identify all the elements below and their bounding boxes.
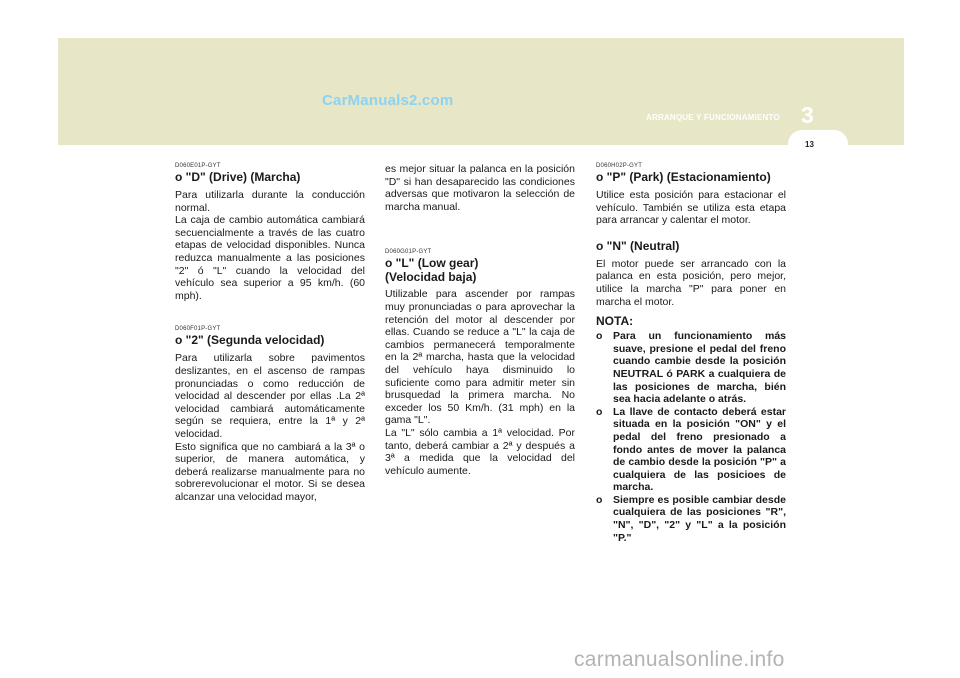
- nota-list: [596, 330, 786, 544]
- bullet-marker: o: [596, 330, 603, 343]
- section-body-low: Utilizable para ascender por rampas muy pronunciadas o para aprovechar la retención del motor al descender por ellas. Cuando se reduce a "L" la caja de cambios permanecerá temporalmente en la 2ª marcha, hasta que la velocidad del vehículo haya disminuido lo suficiente como para admitir meter sin brusquedad la primera marcha. No exceder los 50 Km/h. (31 mph) en la gama "L". La "L" sólo cambia a 1ª velocidad. Por tanto, deberá cambiar a 2ª y después a 3ª a medida que la velocidad del vehículo aumente.: [385, 288, 575, 477]
- section-code: D060E01P-GYT: [175, 163, 221, 169]
- nota-item-text: Siempre es posible cambiar desde cualquiera de las posiciones "R", "N", "D", "2" y "L" a la posición "P.": [613, 493, 786, 544]
- nota-item: [596, 330, 786, 406]
- watermark-link[interactable]: CarManuals2.com: [322, 92, 454, 109]
- section-heading-low-line1: o "L" (Low gear): [385, 256, 479, 271]
- section-code: D060G01P-GYT: [385, 249, 432, 256]
- chapter-title: ARRANQUE Y FUNCIONAMIENTO: [646, 113, 780, 122]
- nota-item: [596, 406, 786, 494]
- page-number: 13: [805, 140, 814, 149]
- section-body-park: Utilice esta posición para estacionar el vehículo. También se utiliza esta etapa para arrancar y calentar el motor.: [596, 189, 786, 227]
- bullet-marker: o: [596, 405, 603, 418]
- section-heading-second: o "2" (Segunda velocidad): [175, 333, 325, 348]
- continuation-text: es mejor situar la palanca en la posición "D" si han desaparecido las condiciones adversas que motivaron la selección de marcha manual.: [385, 163, 575, 213]
- section-body-neutral: El motor puede ser arrancado con la palanca en esta posición, pero mejor, utilice la marcha "P" para poner en marcha el motor.: [596, 257, 786, 308]
- section-heading-drive: o "D" (Drive) (Marcha): [175, 170, 301, 184]
- section-body-second: Para utilizarla sobre pavimentos deslizantes, en el ascenso de rampas pronunciadas o como reducción de velocidad al descender por ellas .La 2ª velocidad cambiará automáticamente según se requiera, entre la 1ª y 2ª velocidad. Esto significa que no cambiará a la 3ª o superior, de manera automática, y deberá realizarse manualmente para no sobrerevolucionar el motor. Si se desea alcanzar una velocidad mayor,: [175, 352, 365, 503]
- column-left: [175, 163, 365, 503]
- section-heading-park: o "P" (Park) (Estacionamiento): [596, 170, 771, 184]
- section-code: D060F01P-GYT: [175, 326, 221, 333]
- nota-item-text: Para un funcionamiento más suave, presione el pedal del freno cuando cambie desde la posición NEUTRAL ó PARK a cualquiera de las posiciones de marcha, bién sea hacia adelante o atrás.: [613, 330, 786, 406]
- section-body-drive: Para utilizarla durante la conducción normal. La caja de cambio automática cambiará secuencialmente a través de las cuatro etapas de velocidad disponibles. Nunca reduzca manualmente a las posiciones "2" ó "L" cuando la velocidad del vehículo sea superior a 95 km/h. (60 mph).: [175, 189, 365, 302]
- section-heading-low-line2: (Velocidad baja): [385, 270, 477, 285]
- chapter-number: 3: [801, 102, 814, 128]
- column-right: [596, 163, 786, 544]
- nota-item-text: La llave de contacto deberá estar situada en la posición "ON" y el pedal del freno presionado a fondo antes de mover la palanca de cambio desde la posición "P" a cualquiera de las posicioes de marcha.: [613, 405, 786, 494]
- column-middle: [385, 163, 575, 477]
- nota-item: [596, 494, 786, 544]
- footer-watermark: carmanualsonline.info: [574, 648, 785, 671]
- section-code: D060H02P-GYT: [596, 163, 643, 169]
- nota-title: NOTA:: [596, 314, 634, 329]
- bullet-marker: o: [596, 493, 603, 506]
- section-heading-low: [385, 256, 575, 284]
- section-heading-neutral: o "N" (Neutral): [596, 238, 680, 253]
- header-band: [58, 38, 904, 145]
